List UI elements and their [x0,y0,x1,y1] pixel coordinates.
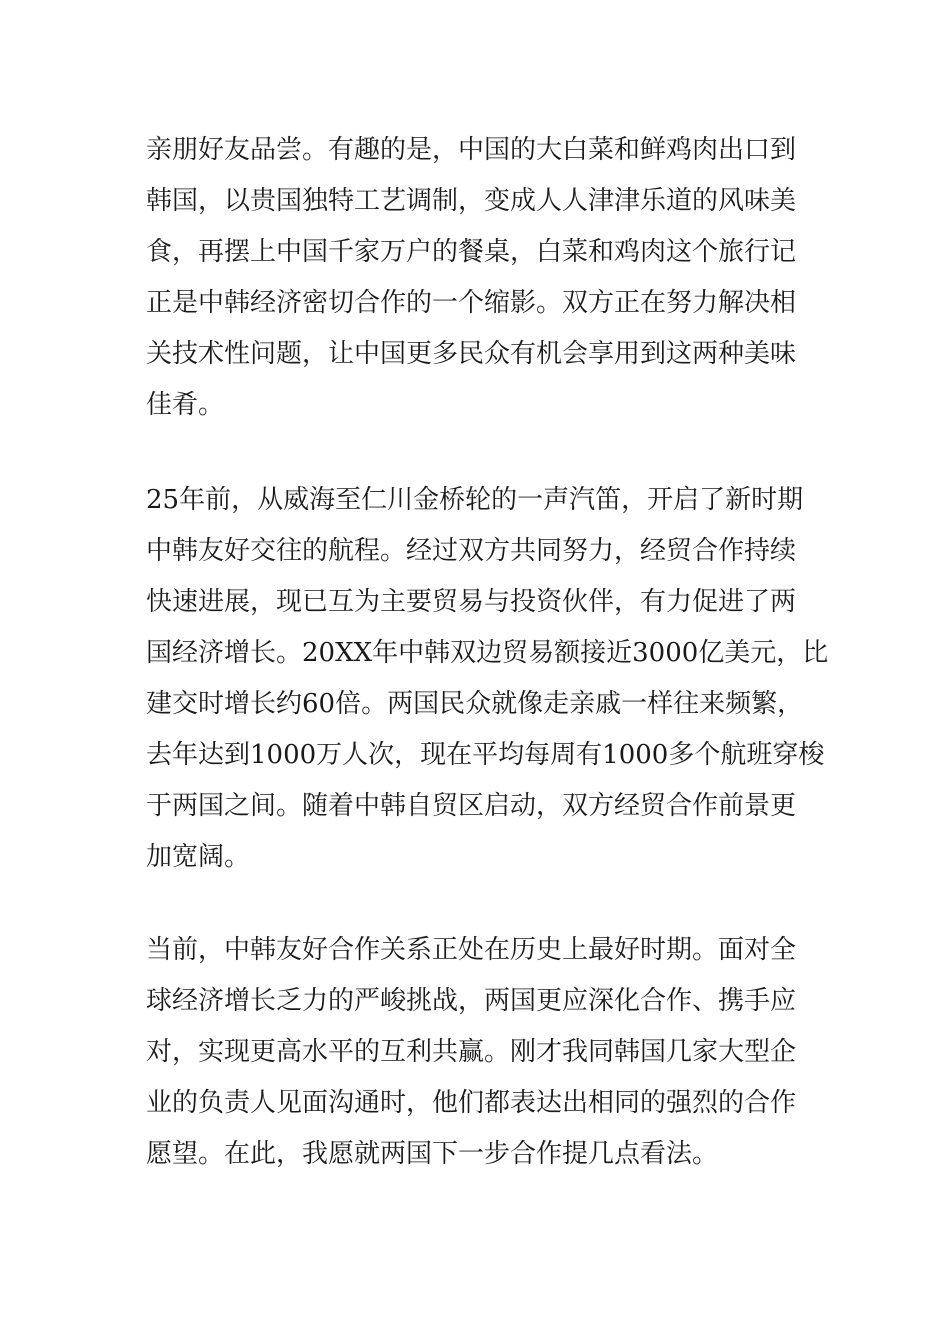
text-line: 国经济增长。20XX年中韩双边贸易额接近3000亿美元，比 [146,638,829,668]
text-line: 食，再摆上中国千家万户的餐桌，白菜和鸡肉这个旅行记 [146,237,797,267]
text-line: 当前，中韩友好合作关系正处在历史上最好时期。面对全 [146,935,797,965]
text-line: 加宽阔。 [146,842,251,872]
text-line: 韩国，以贵国独特工艺调制，变成人人津津乐道的风味美 [146,186,797,216]
text-line: 对，实现更高水平的互利共赢。刚才我同韩国几家大型企 [146,1037,797,1067]
text-line: 中韩友好交往的航程。经过双方共同努力，经贸合作持续 [146,536,797,566]
paragraph-3 [146,925,796,1180]
text-line: 建交时增长约60倍。两国民众就像走亲戚一样往来频繁， [146,689,804,719]
text-line: 正是中韩经济密切合作的一个缩影。双方正在努力解决相 [146,288,797,318]
paragraph-1 [146,125,796,431]
text-line: 快速进展，现已互为主要贸易与投资伙伴，有力促进了两 [146,587,797,617]
text-line: 关技术性问题，让中国更多民众有机会享用到这两种美味 [146,339,797,369]
text-line: 球经济增长乏力的严峻挑战，两国更应深化合作、携手应 [146,986,797,1016]
text-line: 亲朋好友品尝。有趣的是，中国的大白菜和鲜鸡肉出口到 [146,135,797,165]
text-line: 去年达到1000万人次，现在平均每周有1000多个航班穿梭 [146,740,825,770]
paragraph-2 [146,475,828,883]
text-line: 于两国之间。随着中韩自贸区启动，双方经贸合作前景更 [146,791,797,821]
text-line: 佳肴。 [146,390,225,420]
text-line: 业的负责人见面沟通时，他们都表达出相同的强烈的合作 [146,1088,797,1118]
text-line: 愿望。在此，我愿就两国下一步合作提几点看法。 [146,1139,719,1169]
text-line: 25年前，从威海至仁川金桥轮的一声汽笛，开启了新时期 [146,485,804,515]
